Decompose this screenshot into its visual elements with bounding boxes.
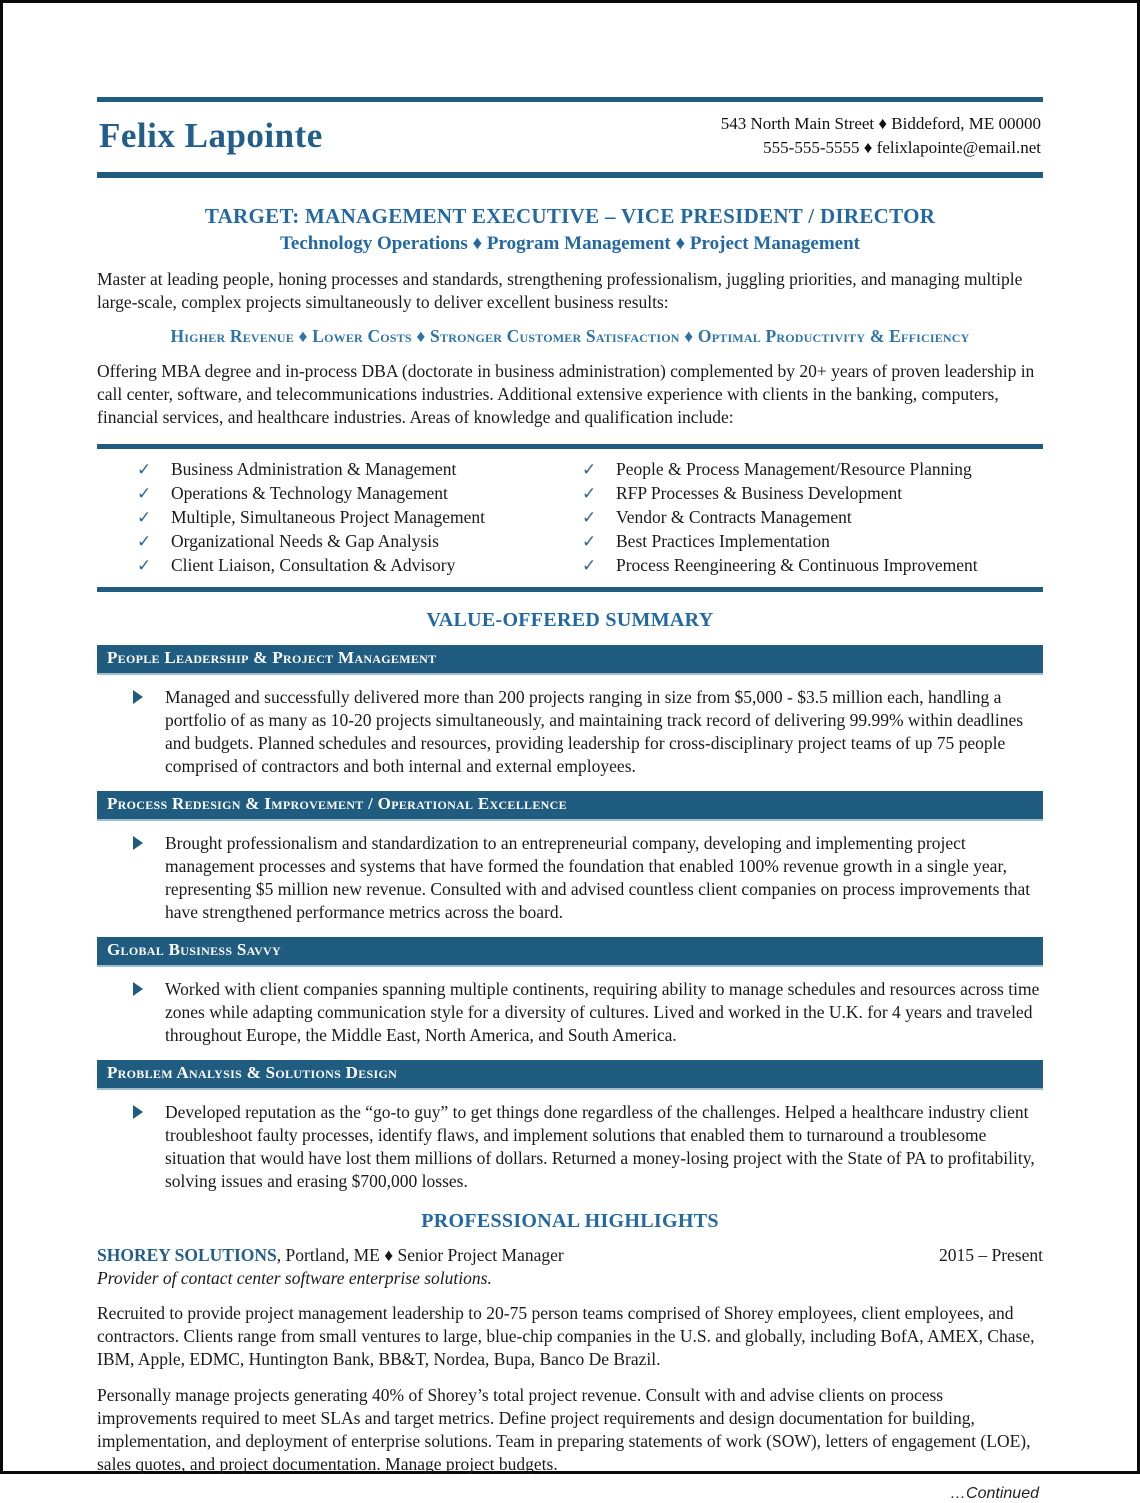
check-icon: ✓ xyxy=(582,531,597,552)
professional-highlights-heading: PROFESSIONAL HIGHLIGHTS xyxy=(421,1209,719,1232)
list-item xyxy=(582,506,1043,530)
bullet-paragraph xyxy=(97,1101,1043,1193)
section-banner: People Leadership & Project Management xyxy=(97,645,1043,675)
arrow-bullet-icon xyxy=(133,690,143,704)
list-item xyxy=(582,482,1043,506)
qualification-label: Business Administration & Management xyxy=(171,458,457,479)
employment-dates: 2015 – Present xyxy=(938,1244,1043,1265)
candidate-name: Felix Lapointe xyxy=(99,115,323,155)
qualification-label: Vendor & Contracts Management xyxy=(616,506,852,527)
summary-paragraph: Master at leading people, honing processes and standards, strengthening professionalism, juggling priorities, and managing multiple large-scale, complex projects simultaneously to deliver excellent business results: xyxy=(97,268,1023,312)
employer-tagline: Provider of contact center software enterprise solutions. xyxy=(97,1267,492,1288)
contact-address: 543 North Main Street ♦ Biddeford, ME 00000 xyxy=(720,114,1041,133)
contact-info xyxy=(721,112,1041,160)
qualification-label: Organizational Needs & Gap Analysis xyxy=(171,530,439,551)
qualifications-right-column xyxy=(582,458,1043,578)
qualification-label: Multiple, Simultaneous Project Management xyxy=(171,506,485,527)
arrow-bullet-icon xyxy=(133,836,143,850)
employer-location-role: , Portland, ME ♦ Senior Project Manager xyxy=(276,1244,564,1265)
experience-paragraph: Personally manage projects generating 40% of Shorey’s total project revenue. Consult with and advise clients on process improvements required to meet SLAs and target metrics. Define project requirements and design documentation for building, implementation, and deployment of enterprise solutions. Team in preparing statements of work (SOW), letters of engagement (LOE), sales quotes, and project documentation. Manage project budgets. xyxy=(97,1384,1031,1474)
qualification-label: RFP Processes & Business Development xyxy=(616,482,903,503)
value-summary-heading: VALUE-OFFERED SUMMARY xyxy=(426,608,714,631)
list-item xyxy=(582,530,1043,554)
employer-line xyxy=(97,1244,564,1267)
bullet-text: Worked with client companies spanning multiple continents, requiring ability to manage schedules and resources across time zones while adapting communication style for a diversity of cultures. Lived and worked in the U.K. for 4 years and traveled throughout Europe, the Middle East, North America, and South America. xyxy=(165,978,1040,1045)
check-icon: ✓ xyxy=(137,555,152,576)
list-item xyxy=(137,506,582,530)
list-item xyxy=(582,458,1043,482)
employer-name: SHOREY SOLUTIONS xyxy=(97,1244,277,1265)
check-icon: ✓ xyxy=(137,507,152,528)
list-item xyxy=(137,482,582,506)
qualification-label: Process Reengineering & Continuous Improvement xyxy=(616,554,978,575)
list-item xyxy=(137,554,582,578)
arrow-bullet-icon xyxy=(133,982,143,996)
offering-paragraph: Offering MBA degree and in-process DBA (doctorate in business administration) complemented by 20+ years of proven leadership in call center, software, and telecommunications industries. Additional extensive experience with clients in the banking, computers, financial services, and healthcare industries. Areas of knowledge and qualification include: xyxy=(97,360,1035,427)
bullet-text: Brought professionalism and standardization to an entrepreneurial company, developing and implementing project management processes and systems that have formed the foundation that enabled 100% revenue growth in a single year, representing $5 million new revenue. Consulted with and advised countless client companies on process improvements that have strengthened performance metrics across the board. xyxy=(165,832,1031,922)
check-icon: ✓ xyxy=(137,483,152,504)
section-banner: Problem Analysis & Solutions Design xyxy=(97,1060,1043,1090)
check-icon: ✓ xyxy=(582,507,597,528)
bullet-paragraph xyxy=(97,686,1043,778)
arrow-bullet-icon xyxy=(133,1105,143,1119)
bullet-paragraph xyxy=(97,978,1043,1047)
target-subtitle: Technology Operations ♦ Program Management ♦ Project Management xyxy=(280,232,860,254)
list-item xyxy=(137,530,582,554)
employer-row xyxy=(97,1244,1043,1267)
check-icon: ✓ xyxy=(137,459,152,480)
check-icon: ✓ xyxy=(137,531,152,552)
qualification-label: Operations & Technology Management xyxy=(171,482,448,503)
check-icon: ✓ xyxy=(582,483,597,504)
value-props-line: Higher Revenue ♦ Lower Costs ♦ Stronger Customer Satisfaction ♦ Optimal Productivity & Efficiency xyxy=(170,325,970,346)
header xyxy=(97,97,1043,178)
section-banner: Global Business Savvy xyxy=(97,937,1043,967)
list-item xyxy=(582,554,1043,578)
qualifications-list xyxy=(97,444,1043,592)
qualification-label: People & Process Management/Resource Planning xyxy=(616,458,972,479)
qualification-label: Client Liaison, Consultation & Advisory xyxy=(171,554,456,575)
bullet-paragraph xyxy=(97,832,1043,924)
section-banner: Process Redesign & Improvement / Operational Excellence xyxy=(97,791,1043,821)
check-icon: ✓ xyxy=(582,459,597,480)
experience-paragraph: Recruited to provide project management leadership to 20-75 person teams comprised of Shorey employees, client employees, and contractors. Clients range from small ventures to large, blue-chip companies in the U.S. and globally, including BofA, AMEX, Chase, IBM, Apple, EDMC, Huntington Bank, BB&T, Nordea, Bupa, Banco De Brazil. xyxy=(97,1302,1035,1369)
check-icon: ✓ xyxy=(582,555,597,576)
contact-phone-email: 555-555-5555 ♦ felixlapointe@email.net xyxy=(763,137,1041,157)
continued-note: …Continued xyxy=(950,1484,1039,1502)
target-title: TARGET: MANAGEMENT EXECUTIVE – VICE PRESIDENT / DIRECTOR xyxy=(204,203,936,228)
list-item xyxy=(137,458,582,482)
qualification-label: Best Practices Implementation xyxy=(616,530,830,551)
qualifications-left-column xyxy=(137,458,582,578)
bullet-text: Managed and successfully delivered more than 200 projects ranging in size from $5,000 - $3.5 million each, handling a portfolio of as many as 10-20 projects simultaneously, and maintaining track record of delivering 99.99% within deadlines and budgets. Planned schedules and resources, providing leadership for cross-disciplinary project teams of up 75 people comprised of contractors and both internal and external employees. xyxy=(165,686,1024,776)
bullet-text: Developed reputation as the “go-to guy” to get things done regardless of the challenges. Helped a healthcare industry client troubleshoot faulty processes, identify flaws, and implement solutions that enabled them to turnaround a troublesome situation that would have lost them millions of dollars. Returned a money-losing project with the State of PA to profitability, solving issues and erasing $700,000 losses. xyxy=(165,1101,1035,1191)
